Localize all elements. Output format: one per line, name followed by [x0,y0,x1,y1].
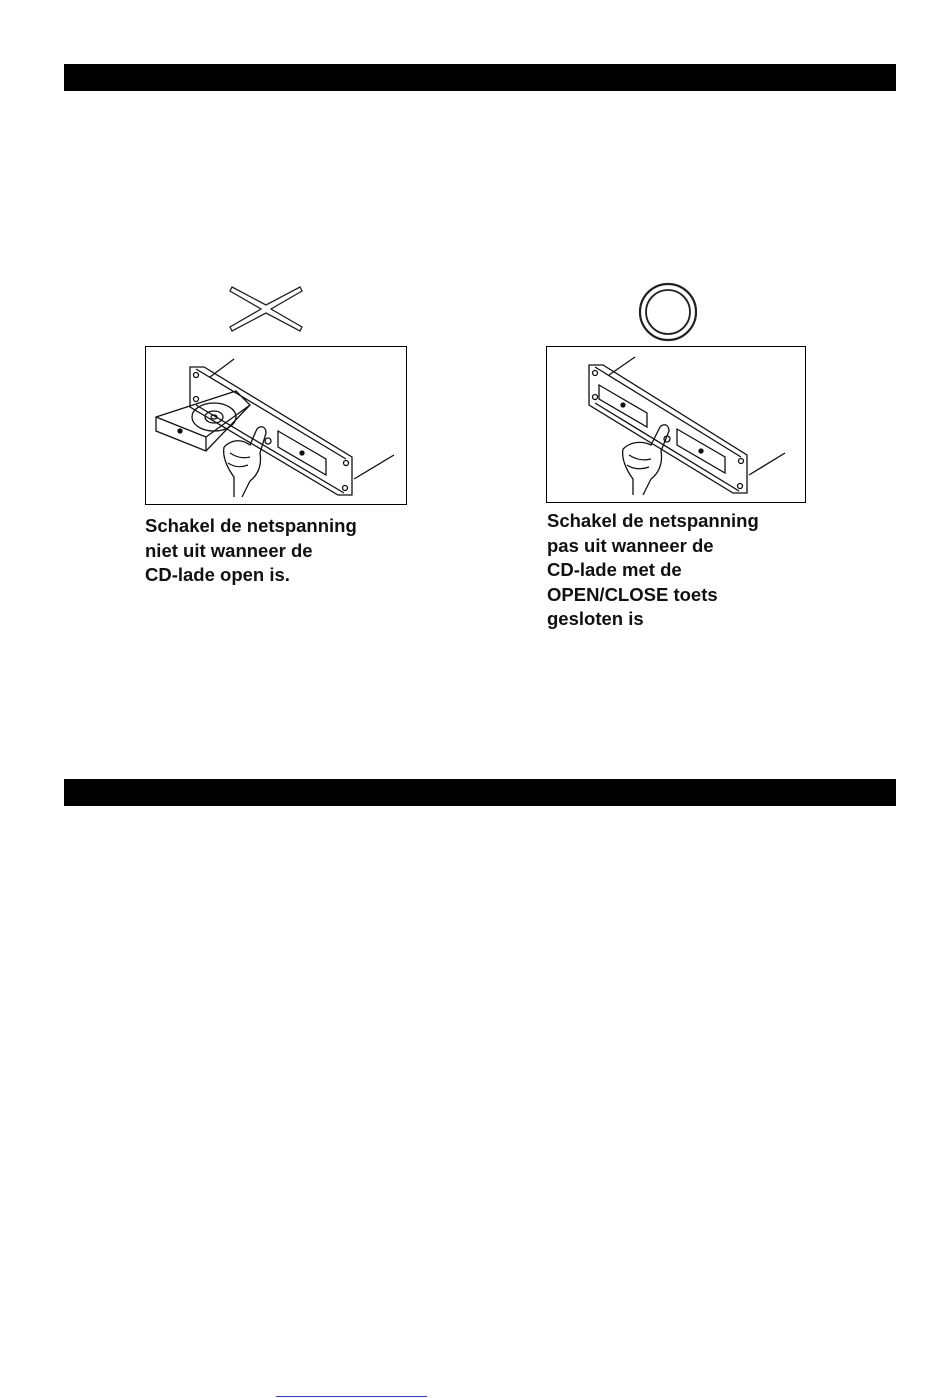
tray-open-drawing [146,347,408,506]
caption-line: Schakel de netspanning [145,515,357,536]
section-header-bar [64,64,896,91]
circle-mark-icon [637,281,699,343]
tray-closed-drawing [547,347,807,504]
caption-line: gesloten is [547,608,644,630]
caption-line: pas uit wanneer de [547,534,714,556]
caption-line: Schakel de netspanning [547,510,759,531]
footer-link-underline[interactable] [276,1396,427,1397]
caption-line: niet uit wanneer de [145,539,313,561]
caption-line: CD-lade open is. [145,564,290,586]
cross-mark-icon [228,285,304,333]
caption-line: OPEN/CLOSE toets [547,583,718,605]
tray-open-illustration [145,346,407,505]
caption-line: CD-lade met de [547,559,682,581]
wrong-example-caption [145,514,357,588]
tray-closed-illustration [546,346,806,503]
section-header-bar [64,779,896,806]
correct-example-caption [547,509,759,632]
